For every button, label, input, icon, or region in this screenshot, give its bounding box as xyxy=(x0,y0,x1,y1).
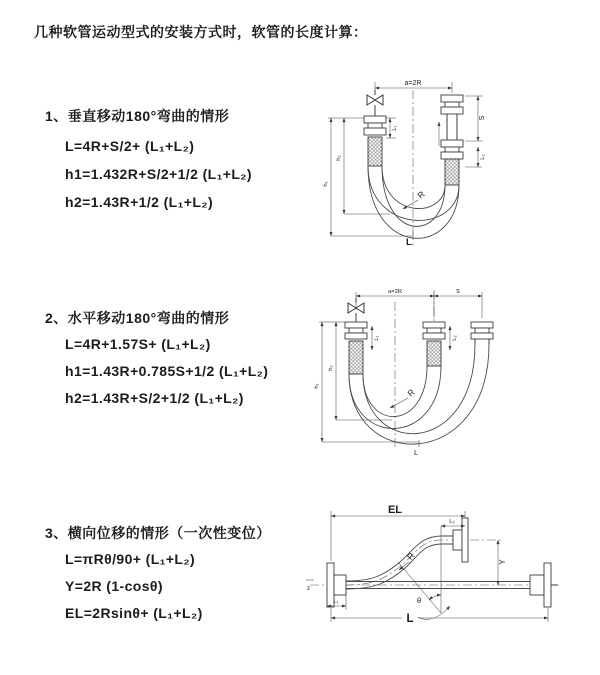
formula-line: L=4R+S/2+ (L₁+L₂) xyxy=(65,138,195,154)
formula-line: h2=1.43R+1/2 (L₁+L₂) xyxy=(65,194,214,210)
axis-mark xyxy=(306,580,314,592)
dim-h1-label: h₁ xyxy=(323,181,329,187)
dim-stroke-s xyxy=(434,288,482,296)
dim-l2 xyxy=(450,326,458,350)
dim-span-label: a=2R xyxy=(387,289,403,295)
section-3-heading: 3、横向位移的情形（一次性变位） xyxy=(45,525,271,541)
dim-y-label: Y xyxy=(498,559,507,565)
section-1-heading: 1、垂直移动180°弯曲的情形 xyxy=(45,108,230,124)
dim-l1-label: L₁ xyxy=(392,125,398,131)
hose-s-curve xyxy=(346,536,453,589)
angle-construction xyxy=(398,535,450,619)
formula-line: EL=2Rsinθ+ (L₁+L₂) xyxy=(65,605,203,621)
dim-l2-label: L₂ xyxy=(449,519,455,525)
dim-span-label: a=2R xyxy=(404,80,422,87)
section-2-heading: 2、水平移动180°弯曲的情形 xyxy=(45,310,230,326)
axis-mark-label: z xyxy=(307,586,310,592)
dim-l1 xyxy=(372,326,380,350)
braided-hose-section xyxy=(368,137,382,166)
valve-icon xyxy=(367,90,383,116)
formula-line: L=πRθ/90+ (L₁+L₂) xyxy=(65,551,196,567)
right-fitting xyxy=(471,322,493,344)
length-label: L xyxy=(414,448,419,457)
formula-line: h1=1.432R+S/2+1/2 (L₁+L₂) xyxy=(65,166,252,182)
braided-hose-section xyxy=(349,341,363,374)
hose-curves xyxy=(349,344,489,444)
dim-s-label: S xyxy=(479,115,486,121)
formula-line: Y=2R (1-cosθ) xyxy=(65,578,163,594)
formula-line: h2=1.43R+S/2+1/2 (L₁+L₂) xyxy=(65,390,244,406)
dim-l1 xyxy=(386,118,398,138)
angle-label: θ xyxy=(417,596,422,605)
formula-line: L=4R+1.57S+ (L₁+L₂) xyxy=(65,336,211,352)
dim-l2-label: L₂ xyxy=(452,335,458,341)
upper-flange xyxy=(453,518,468,562)
right-flange xyxy=(530,563,558,607)
dim-h1-label: h₁ xyxy=(314,383,320,389)
dim-h2-label: h₂ xyxy=(336,155,342,161)
dim-y xyxy=(498,540,507,585)
dim-el xyxy=(331,504,465,561)
diagram-vertical-180-bend xyxy=(318,66,568,256)
page-title: 几种软管运动型式的安装方式时，软管的长度计算： xyxy=(34,24,368,40)
dim-l-label: L xyxy=(406,613,414,625)
diagram-lateral-displacement xyxy=(298,500,593,665)
radius-label: R xyxy=(415,188,427,201)
dim-l xyxy=(331,608,548,625)
dim-l1-label: L₁ xyxy=(333,599,339,605)
dim-span-a2r xyxy=(356,289,482,318)
length-label: L xyxy=(406,237,412,248)
dim-span-a2r xyxy=(375,80,452,93)
dim-h2-label: h₂ xyxy=(328,365,334,371)
dim-s-label: s xyxy=(456,288,460,295)
radius-label: R xyxy=(404,550,417,562)
dim-l2-label: L₂ xyxy=(480,154,486,160)
braided-hose-section xyxy=(445,159,459,185)
dim-stroke-s xyxy=(465,96,486,141)
dim-l2 xyxy=(465,147,486,167)
formula-line: h1=1.43R+0.785S+1/2 (L₁+L₂) xyxy=(65,363,269,379)
diagram-horizontal-180-bend xyxy=(310,282,570,467)
dim-el-label: EL xyxy=(387,504,403,516)
braided-hose-section xyxy=(427,341,441,366)
left-fitting xyxy=(345,322,367,374)
left-fitting xyxy=(364,116,386,166)
dim-l1-label: L₁ xyxy=(374,335,380,341)
radius-callout xyxy=(390,387,417,408)
right-pipe xyxy=(439,95,463,185)
middle-fitting xyxy=(423,322,445,366)
radius-label: R xyxy=(405,386,417,399)
